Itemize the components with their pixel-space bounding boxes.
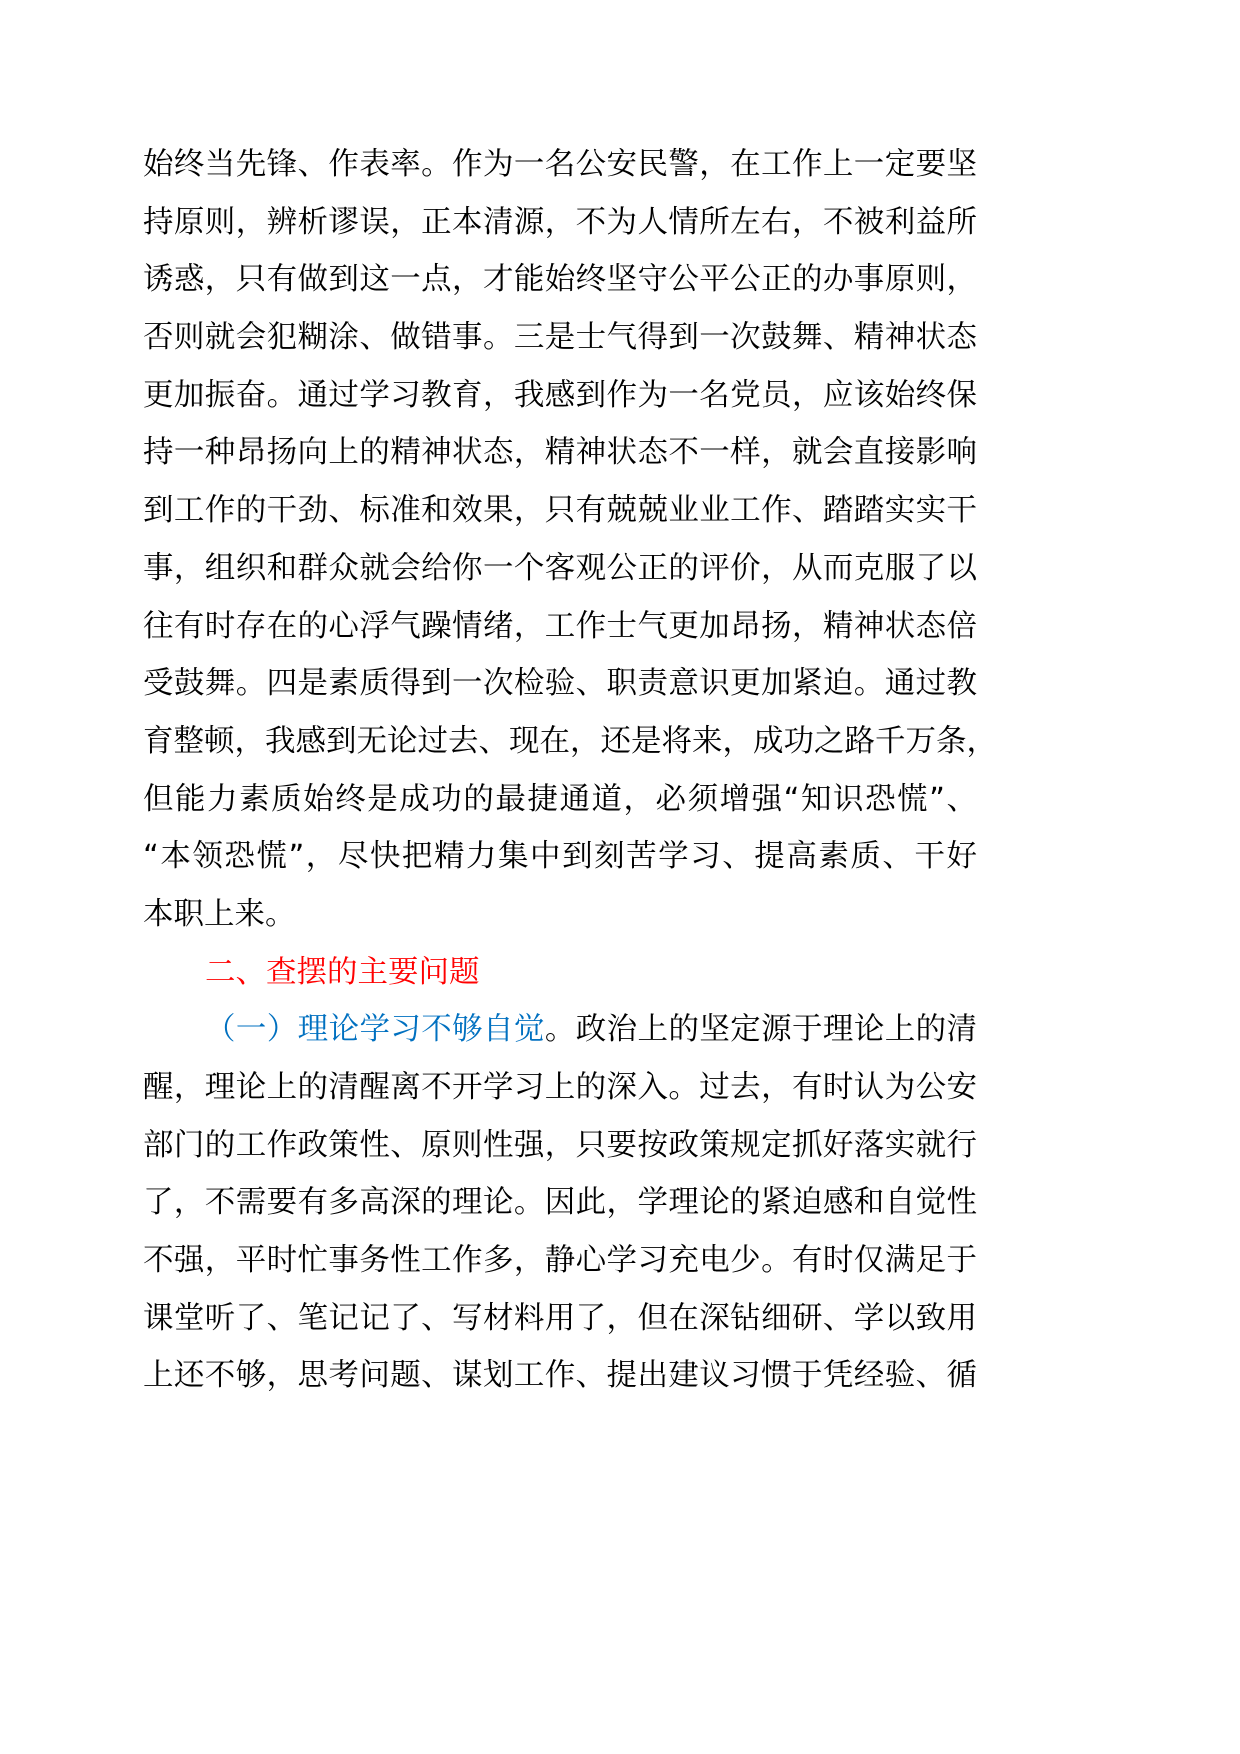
text-line: 课堂听了、笔记记了、写材料用了，但在深钻细研、学以致用 xyxy=(143,1300,977,1336)
text-line: 不强，平时忙事务性工作多，静心学习充电少。有时仅满足于 xyxy=(143,1243,977,1279)
text-line: 事，组织和群众就会给你一个客观公正的评价，从而克服了以 xyxy=(143,550,977,586)
subsection-title: （一）理论学习不够自觉 xyxy=(205,1012,545,1048)
text-line: “本领恐慌”，尽快把精力集中到刻苦学习、提高素质、干好 xyxy=(143,839,977,875)
text-line: 持原则，辨析谬误，正本清源，不为人情所左右，不被利益所 xyxy=(143,204,977,240)
subsection-first-line-text: 。政治上的坚定源于理论上的清 xyxy=(544,1012,978,1048)
subsection-first-line xyxy=(143,1001,977,1059)
text-line: 始终当先锋、作表率。作为一名公安民警，在工作上一定要坚 xyxy=(143,147,977,182)
text-line: 了，不需要有多高深的理论。因此，学理论的紧迫感和自觉性 xyxy=(143,1185,977,1221)
text-line: 但能力素质始终是成功的最捷通道，必须增强“知识恐慌”、 xyxy=(143,781,977,817)
text-line: 受鼓舞。四是素质得到一次检验、职责意识更加紧迫。通过教 xyxy=(143,666,977,702)
section-heading: 二、查摆的主要问题 xyxy=(205,954,480,990)
text-line: 更加振奋。通过学习教育，我感到作为一名党员，应该始终保 xyxy=(143,377,977,413)
subsection-paragraph xyxy=(143,1001,977,1405)
text-line: 持一种昂扬向上的精神状态，精神状态不一样，就会直接影响 xyxy=(143,435,977,471)
text-line: 到工作的干劲、标准和效果，只有兢兢业业工作、踏踏实实干 xyxy=(143,493,977,529)
text-line: 本职上来。 xyxy=(143,896,296,932)
text-line: 上还不够，思考问题、谋划工作、提出建议习惯于凭经验、循 xyxy=(143,1358,977,1394)
text-line: 育整顿，我感到无论过去、现在，还是将来，成功之路千万条， xyxy=(143,723,997,759)
text-line: 否则就会犯糊涂、做错事。三是士气得到一次鼓舞、精神状态 xyxy=(143,320,977,356)
document-body xyxy=(143,136,997,1405)
text-line: 部门的工作政策性、原则性强，只要按政策规定抓好落实就行 xyxy=(143,1127,977,1163)
text-line: 诱惑，只有做到这一点，才能始终坚守公平公正的办事原则， xyxy=(143,262,977,298)
paragraph-continuation xyxy=(143,136,997,944)
text-line: 醒，理论上的清醒离不开学习上的深入。过去，有时认为公安 xyxy=(143,1070,977,1105)
text-line: 往有时存在的心浮气躁情绪，工作士气更加昂扬，精神状态倍 xyxy=(143,608,977,644)
